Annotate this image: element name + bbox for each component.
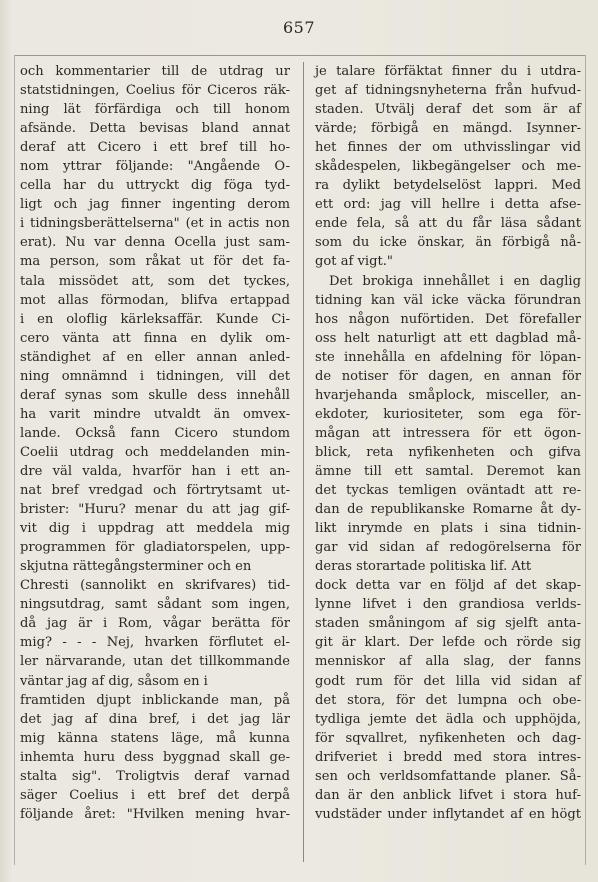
text-line: je talare förfäktat finner du i utdra- [315, 64, 581, 79]
text-line: dre väl valda, hvarför han i ett an- [20, 463, 290, 479]
text-line: dan de republikanske Romarne åt dy- [315, 502, 581, 518]
text-line: ständighet af en eller annan anled- [20, 349, 290, 365]
text-line: de notiser för dagen, en annan för [315, 368, 581, 384]
text-line: i tidningsberättelserna" (et in actis non [20, 216, 290, 232]
text-line: programmen för gladiatorspelen, upp- [20, 540, 290, 556]
text-line: ning omnämnd i tidningen, vill det [20, 368, 290, 384]
text-line: deraf synas som skulle dess innehåll [20, 387, 290, 403]
text-line: oss helt naturligt att ett dagblad må- [315, 330, 581, 346]
text-line: godt rum för det lilla vid sidan af [315, 673, 581, 689]
text-line: ämne till ett samtal. Deremot kan [315, 463, 581, 479]
text-line: Det brokiga innehållet i en daglig [329, 273, 581, 289]
right-column [315, 62, 581, 824]
text-line: lande. Också fann Cicero stundom [20, 425, 290, 441]
text-line: skådespelen, likbegängelser och me- [315, 159, 581, 175]
text-line: mig känna statens läge, må kunna [20, 730, 290, 746]
text-line: och kommentarier till de utdrag ur [20, 64, 290, 79]
text-line: get af tidningsnyheterna från hufvud- [315, 83, 581, 99]
text-line: säger Coelius i ett bref det derpå [20, 787, 290, 803]
text-line: deras storartade politiska lif. Att [315, 559, 532, 575]
text-line: cero vänta att finna en dylik om- [20, 330, 290, 346]
text-line: hvarjehanda småplock, misceller, an- [315, 387, 581, 403]
text-line: för sqvallret, nyfikenheten och dag- [315, 730, 581, 746]
text-line: mig? - - - Nej, hvarken förflutet el- [20, 635, 290, 651]
text-line: nat bref vredgad och förtrytsamt ut- [20, 483, 290, 499]
text-line: ende fela, så att du får läsa sådant [315, 216, 581, 232]
text-line: ha varit mindre utvaldt än omvex- [20, 406, 290, 422]
text-line: skjutna rättegångsterminer och en [20, 559, 252, 575]
text-line: dock detta var en följd af det skap- [315, 578, 581, 594]
text-line: nom yttrar följande: "Angående O- [20, 159, 290, 175]
text-line: ett ord: jag vill hellre i detta afse- [315, 197, 581, 213]
text-line: blick, reta nyfikenheten och gifva [315, 444, 581, 460]
text-line: ningsutdrag, samt sådant som ingen, [20, 597, 290, 613]
text-line: deraf att Cicero i ett bref till ho- [20, 140, 290, 156]
text-line: lynne lifvet i den grandiosa verlds- [315, 597, 581, 613]
text-line: cella har du uttryckt dig föga tyd- [20, 178, 290, 194]
text-line: hos någon nuförtiden. Det förefaller [315, 311, 581, 327]
text-line: staden småningom af sig sjelft anta- [315, 616, 581, 632]
text-line: det jag af dina bref, i det jag lär [20, 711, 290, 727]
text-line: menniskor af alla slag, der fanns [315, 654, 581, 670]
text-line: git är klart. Der lefde och rörde sig [315, 635, 581, 651]
text-line: ra dylikt betydelselöst lappri. Med [315, 178, 581, 194]
text-line: statstidningen, Coelius för Ciceros räk- [20, 83, 290, 99]
text-line: då jag är i Rom, vågar berätta för [20, 616, 290, 632]
text-line: följande året: "Hvilken mening hvar- [20, 806, 290, 822]
text-line: mågan att intressera för ett ögon- [315, 425, 581, 441]
text-line: inhemta huru dess byggnad skall ge- [20, 749, 290, 765]
text-line: som du icke önskar, än förbigå nå- [315, 235, 581, 251]
text-line: got af vigt." [315, 254, 393, 270]
text-line: sen och verldsomfattande planer. Så- [315, 768, 581, 784]
text-line: tydliga jemte det ädla och upphöjda, [315, 711, 581, 727]
text-line: brister: "Huru? menar du att jag gif- [20, 502, 290, 518]
top-rule [14, 55, 586, 56]
text-line: Chresti (sannolikt en skrifvares) tid- [20, 578, 290, 594]
text-line: gar vid sidan af redogörelserna för [315, 540, 581, 556]
text-line: vit dig i uppdrag att meddela mig [20, 521, 290, 537]
text-line: afsände. Detta bevisas bland annat [20, 121, 290, 137]
text-line: staden. Utvälj deraf det som är af [315, 102, 581, 118]
text-line: dan är den anblick lifvet i stora huf- [315, 787, 581, 803]
text-line: värde; förbigå en mängd. Isynner- [315, 121, 581, 137]
text-line: ste innehålla en afdelning för löpan- [315, 349, 581, 365]
text-line: ma person, som råkat ut för det fa- [20, 254, 290, 270]
left-border-rule [14, 55, 15, 865]
text-line: mot allas förmodan, blifva ertappad [20, 292, 290, 308]
text-line: ning lät förfärdiga och till honom [20, 102, 290, 118]
text-line: vudstäder under inflytandet af en högt [315, 806, 581, 822]
text-line: tidning kan väl icke väcka förundran [315, 292, 581, 308]
page-number: 657 [282, 18, 316, 37]
text-line: det stora, för det lumpna och obe- [315, 692, 581, 708]
text-line: väntar jag af dig, såsom en i [20, 673, 208, 689]
text-line: het finnes der om uthvisslingar vid [315, 140, 581, 156]
right-border-rule [585, 55, 586, 865]
column-divider [303, 62, 304, 862]
text-line: ligt och jag finner ingenting derom [20, 197, 290, 213]
text-line: ler närvarande, utan det tillkommande [20, 654, 290, 670]
text-line: drifveriet i bredd med stora intres- [315, 749, 581, 765]
text-line: ekdoter, kuriositeter, som ega för- [315, 406, 581, 422]
left-column [20, 62, 290, 824]
text-line: erat). Nu var denna Ocella just sam- [20, 235, 290, 251]
text-line: framtiden djupt inblickande man, på [20, 692, 290, 708]
text-line: tala missödet att, som det tyckes, [20, 273, 290, 289]
text-line: Coelii utdrag och meddelanden min- [20, 444, 290, 460]
text-line: i en oloflig kärleksaffär. Kunde Ci- [20, 311, 290, 327]
text-line: likt inrymde en plats i sina tidnin- [315, 521, 581, 537]
text-line: det tyckas temligen oväntadt att re- [315, 483, 581, 499]
text-line: stalta sig". Troligtvis deraf varnad [20, 768, 290, 784]
